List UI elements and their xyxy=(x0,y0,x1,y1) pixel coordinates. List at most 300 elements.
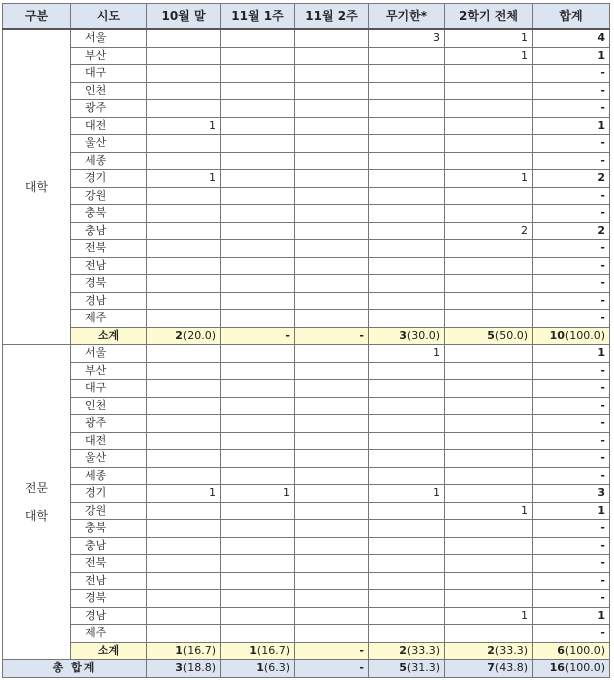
subtotal-cell-count: 3 xyxy=(399,328,407,342)
table-row xyxy=(3,380,610,398)
value-cell xyxy=(445,100,533,118)
value-cell xyxy=(445,555,533,573)
value-cell xyxy=(369,432,445,450)
region-cell: 제주 xyxy=(71,310,147,328)
row-total-cell: 4 xyxy=(533,29,610,47)
subtotal-label: 소계 xyxy=(71,642,147,660)
value-cell xyxy=(369,362,445,380)
grand-total-cell xyxy=(445,660,533,678)
value-cell xyxy=(221,29,295,47)
value-cell xyxy=(221,397,295,415)
region-cell: 대구 xyxy=(71,380,147,398)
value-cell xyxy=(295,537,369,555)
value-cell xyxy=(295,450,369,468)
value-cell xyxy=(221,572,295,590)
value-cell xyxy=(221,520,295,538)
value-cell xyxy=(295,100,369,118)
subtotal-cell-percent: (16.7) xyxy=(182,643,216,657)
value-cell xyxy=(295,555,369,573)
region-cell: 서울 xyxy=(71,345,147,363)
subtotal-cell-percent: (20.0) xyxy=(182,328,216,342)
value-cell xyxy=(369,135,445,153)
value-cell xyxy=(147,432,221,450)
value-cell xyxy=(369,555,445,573)
value-cell xyxy=(295,152,369,170)
table-row xyxy=(3,607,610,625)
region-cell: 경기 xyxy=(71,485,147,503)
value-cell xyxy=(295,292,369,310)
subtotal-cell-percent: (16.7) xyxy=(256,643,290,657)
value-cell xyxy=(445,152,533,170)
subtotal-total xyxy=(533,327,610,345)
subtotal-total-percent: (100.0) xyxy=(564,643,605,657)
subtotal-cell xyxy=(221,642,295,660)
region-cell: 강원 xyxy=(71,502,147,520)
value-cell xyxy=(445,432,533,450)
grand-total-cell-percent: (31.3) xyxy=(406,661,440,675)
value-cell xyxy=(369,275,445,293)
table-row xyxy=(3,205,610,223)
table-row xyxy=(3,625,610,643)
group-label-line: 대학 xyxy=(24,509,49,523)
row-total-cell: - xyxy=(533,397,610,415)
region-cell: 경북 xyxy=(71,275,147,293)
value-cell xyxy=(147,537,221,555)
subtotal-cell-percent: (30.0) xyxy=(406,328,440,342)
value-cell: 3 xyxy=(369,29,445,47)
row-total-cell: - xyxy=(533,432,610,450)
row-total-cell: - xyxy=(533,362,610,380)
value-cell xyxy=(147,450,221,468)
region-cell: 충북 xyxy=(71,520,147,538)
row-total-cell: - xyxy=(533,100,610,118)
value-cell xyxy=(445,397,533,415)
group-label xyxy=(3,345,71,660)
value-cell xyxy=(369,65,445,83)
row-total-cell: - xyxy=(533,520,610,538)
value-cell xyxy=(295,362,369,380)
table-row xyxy=(3,537,610,555)
value-cell xyxy=(147,502,221,520)
row-total-cell: - xyxy=(533,187,610,205)
value-cell xyxy=(221,152,295,170)
value-cell xyxy=(221,607,295,625)
group-label-line: 전문 xyxy=(24,481,49,495)
table-row xyxy=(3,590,610,608)
value-cell xyxy=(147,82,221,100)
value-cell xyxy=(221,117,295,135)
table-row xyxy=(3,47,610,65)
value-cell xyxy=(445,82,533,100)
table-row xyxy=(3,555,610,573)
value-cell xyxy=(295,485,369,503)
row-total-cell: 1 xyxy=(533,502,610,520)
value-cell xyxy=(445,362,533,380)
region-cell: 전남 xyxy=(71,572,147,590)
region-cell: 서울 xyxy=(71,29,147,47)
value-cell: 1 xyxy=(147,117,221,135)
value-cell xyxy=(221,187,295,205)
table-row xyxy=(3,152,610,170)
table-row xyxy=(3,170,610,188)
table-row xyxy=(3,502,610,520)
value-cell xyxy=(445,520,533,538)
subtotal-cell xyxy=(445,327,533,345)
row-total-cell: - xyxy=(533,152,610,170)
subtotal-label: 소계 xyxy=(71,327,147,345)
value-cell xyxy=(147,29,221,47)
value-cell: 1 xyxy=(445,170,533,188)
value-cell xyxy=(295,257,369,275)
value-cell xyxy=(369,205,445,223)
value-cell xyxy=(221,275,295,293)
grand-total-cell-count: 1 xyxy=(256,661,264,675)
subtotal-cell xyxy=(221,327,295,345)
region-cell: 대전 xyxy=(71,117,147,135)
value-cell xyxy=(147,590,221,608)
value-cell xyxy=(147,467,221,485)
table-row xyxy=(3,432,610,450)
value-cell xyxy=(221,100,295,118)
region-cell: 충남 xyxy=(71,537,147,555)
value-cell xyxy=(295,310,369,328)
subtotal-cell xyxy=(445,642,533,660)
region-cell: 부산 xyxy=(71,47,147,65)
group-label-line: 대학 xyxy=(24,180,49,194)
value-cell xyxy=(369,502,445,520)
table-row xyxy=(3,397,610,415)
grand-total-row xyxy=(3,660,610,678)
table-row xyxy=(3,275,610,293)
value-cell xyxy=(369,537,445,555)
table-row xyxy=(3,187,610,205)
value-cell xyxy=(221,65,295,83)
region-cell: 경북 xyxy=(71,590,147,608)
value-cell xyxy=(147,520,221,538)
value-cell xyxy=(295,590,369,608)
status-table xyxy=(2,3,610,678)
row-total-cell: - xyxy=(533,205,610,223)
table-row xyxy=(3,65,610,83)
value-cell xyxy=(147,205,221,223)
subtotal-cell-count: 2 xyxy=(175,328,183,342)
value-cell xyxy=(147,397,221,415)
table-row xyxy=(3,240,610,258)
table-row xyxy=(3,29,610,47)
group-label xyxy=(3,29,71,345)
value-cell: 1 xyxy=(369,485,445,503)
value-cell xyxy=(295,82,369,100)
value-cell xyxy=(295,432,369,450)
table-row xyxy=(3,345,610,363)
value-cell xyxy=(221,240,295,258)
value-cell xyxy=(295,187,369,205)
value-cell xyxy=(221,537,295,555)
value-cell xyxy=(221,590,295,608)
value-cell xyxy=(147,607,221,625)
value-cell: 1 xyxy=(147,485,221,503)
value-cell xyxy=(369,152,445,170)
value-cell xyxy=(295,205,369,223)
region-cell: 대전 xyxy=(71,432,147,450)
row-total-cell: - xyxy=(533,275,610,293)
value-cell xyxy=(445,590,533,608)
row-total-cell: 2 xyxy=(533,170,610,188)
value-cell xyxy=(295,47,369,65)
value-cell xyxy=(221,292,295,310)
grand-total-total-count: 16 xyxy=(549,661,565,675)
row-total-cell: - xyxy=(533,240,610,258)
header-total: 합계 xyxy=(533,4,610,30)
value-cell: 1 xyxy=(445,29,533,47)
value-cell xyxy=(369,257,445,275)
value-cell xyxy=(445,187,533,205)
grand-total-cell-percent: (6.3) xyxy=(263,661,290,675)
row-total-cell: - xyxy=(533,467,610,485)
value-cell xyxy=(445,257,533,275)
value-cell xyxy=(221,450,295,468)
value-cell: 1 xyxy=(445,47,533,65)
value-cell xyxy=(147,152,221,170)
header-oct-end: 10월 말 xyxy=(147,4,221,30)
value-cell xyxy=(445,65,533,83)
value-cell xyxy=(295,170,369,188)
value-cell xyxy=(221,47,295,65)
region-cell: 전북 xyxy=(71,240,147,258)
table-row xyxy=(3,415,610,433)
value-cell xyxy=(221,432,295,450)
value-cell xyxy=(369,450,445,468)
value-cell xyxy=(221,415,295,433)
value-cell xyxy=(147,275,221,293)
header-indefinite: 무기한* xyxy=(369,4,445,30)
row-total-cell: - xyxy=(533,415,610,433)
subtotal-cell-count: 2 xyxy=(487,643,495,657)
value-cell xyxy=(369,380,445,398)
row-total-cell: - xyxy=(533,380,610,398)
value-cell xyxy=(295,222,369,240)
row-total-cell: - xyxy=(533,292,610,310)
value-cell xyxy=(295,520,369,538)
region-cell: 대구 xyxy=(71,65,147,83)
row-total-cell: - xyxy=(533,310,610,328)
grand-total-cell-count: 3 xyxy=(175,661,183,675)
row-total-cell: - xyxy=(533,135,610,153)
value-cell xyxy=(221,222,295,240)
region-cell: 경남 xyxy=(71,607,147,625)
subtotal-cell-count: 1 xyxy=(249,643,257,657)
value-cell xyxy=(221,555,295,573)
value-cell xyxy=(295,275,369,293)
value-cell xyxy=(295,345,369,363)
row-total-cell: 3 xyxy=(533,485,610,503)
value-cell xyxy=(369,100,445,118)
row-total-cell: - xyxy=(533,82,610,100)
grand-total-total xyxy=(533,660,610,678)
value-cell xyxy=(445,450,533,468)
row-total-cell: - xyxy=(533,257,610,275)
value-cell: 1 xyxy=(221,485,295,503)
region-cell: 충북 xyxy=(71,205,147,223)
region-cell: 세종 xyxy=(71,152,147,170)
value-cell xyxy=(295,29,369,47)
value-cell xyxy=(221,467,295,485)
value-cell xyxy=(369,310,445,328)
region-cell: 경남 xyxy=(71,292,147,310)
grand-total-cell xyxy=(221,660,295,678)
value-cell xyxy=(147,415,221,433)
region-cell: 부산 xyxy=(71,362,147,380)
value-cell xyxy=(369,187,445,205)
value-cell xyxy=(147,625,221,643)
value-cell xyxy=(295,397,369,415)
table-row xyxy=(3,362,610,380)
row-total-cell: - xyxy=(533,450,610,468)
value-cell xyxy=(295,380,369,398)
value-cell xyxy=(369,397,445,415)
value-cell xyxy=(147,100,221,118)
value-cell xyxy=(369,520,445,538)
table-row xyxy=(3,82,610,100)
row-total-cell: 1 xyxy=(533,607,610,625)
value-cell xyxy=(445,380,533,398)
subtotal-cell-count: - xyxy=(359,643,364,657)
value-cell xyxy=(445,467,533,485)
region-cell: 충남 xyxy=(71,222,147,240)
subtotal-cell-percent: (33.3) xyxy=(494,643,528,657)
grand-total-cell-percent: (18.8) xyxy=(182,661,216,675)
region-cell: 경기 xyxy=(71,170,147,188)
region-cell: 세종 xyxy=(71,467,147,485)
value-cell xyxy=(369,415,445,433)
header-region: 시도 xyxy=(71,4,147,30)
value-cell xyxy=(147,572,221,590)
value-cell xyxy=(295,117,369,135)
value-cell xyxy=(445,205,533,223)
subtotal-cell xyxy=(295,642,369,660)
value-cell xyxy=(147,310,221,328)
row-total-cell: - xyxy=(533,537,610,555)
value-cell xyxy=(295,467,369,485)
value-cell xyxy=(445,345,533,363)
value-cell xyxy=(445,292,533,310)
row-total-cell: - xyxy=(533,555,610,573)
value-cell xyxy=(221,257,295,275)
table-row xyxy=(3,292,610,310)
region-cell: 광주 xyxy=(71,415,147,433)
subtotal-cell xyxy=(147,327,221,345)
grand-total-cell-count: 7 xyxy=(487,661,495,675)
value-cell xyxy=(221,310,295,328)
value-cell xyxy=(221,170,295,188)
value-cell xyxy=(147,345,221,363)
row-total-cell: - xyxy=(533,590,610,608)
value-cell xyxy=(221,502,295,520)
value-cell xyxy=(295,240,369,258)
value-cell xyxy=(147,240,221,258)
value-cell xyxy=(221,205,295,223)
value-cell xyxy=(295,625,369,643)
table-row xyxy=(3,450,610,468)
value-cell xyxy=(445,310,533,328)
value-cell xyxy=(369,117,445,135)
subtotal-total-percent: (100.0) xyxy=(564,328,605,342)
value-cell xyxy=(295,572,369,590)
header-category: 구분 xyxy=(3,4,71,30)
header-row xyxy=(3,4,610,30)
value-cell xyxy=(445,485,533,503)
value-cell xyxy=(445,537,533,555)
value-cell: 1 xyxy=(369,345,445,363)
value-cell xyxy=(445,572,533,590)
value-cell xyxy=(147,292,221,310)
region-cell: 울산 xyxy=(71,450,147,468)
subtotal-cell-count: - xyxy=(285,328,290,342)
value-cell xyxy=(147,65,221,83)
value-cell xyxy=(369,590,445,608)
table-row xyxy=(3,572,610,590)
value-cell xyxy=(445,275,533,293)
subtotal-cell-percent: (50.0) xyxy=(494,328,528,342)
value-cell xyxy=(369,82,445,100)
value-cell xyxy=(221,380,295,398)
table-row xyxy=(3,257,610,275)
value-cell xyxy=(221,135,295,153)
value-cell xyxy=(295,415,369,433)
value-cell xyxy=(147,222,221,240)
value-cell xyxy=(147,380,221,398)
table-row xyxy=(3,222,610,240)
value-cell: 1 xyxy=(445,607,533,625)
region-cell: 제주 xyxy=(71,625,147,643)
value-cell xyxy=(445,117,533,135)
table-row xyxy=(3,520,610,538)
value-cell xyxy=(295,135,369,153)
row-total-cell: 1 xyxy=(533,117,610,135)
value-cell xyxy=(147,257,221,275)
subtotal-cell xyxy=(369,327,445,345)
grand-total-cell-count: - xyxy=(359,661,364,675)
subtotal-total xyxy=(533,642,610,660)
table-row xyxy=(3,310,610,328)
value-cell xyxy=(221,362,295,380)
value-cell: 1 xyxy=(445,502,533,520)
region-cell: 전북 xyxy=(71,555,147,573)
header-nov-week2: 11월 2주 xyxy=(295,4,369,30)
value-cell xyxy=(221,625,295,643)
row-total-cell: 1 xyxy=(533,47,610,65)
value-cell xyxy=(445,135,533,153)
subtotal-cell-count: 5 xyxy=(487,328,495,342)
value-cell xyxy=(221,82,295,100)
value-cell xyxy=(221,345,295,363)
header-nov-week1: 11월 1주 xyxy=(221,4,295,30)
grand-total-label: 총 합계 xyxy=(3,660,147,678)
table-row xyxy=(3,135,610,153)
value-cell xyxy=(147,362,221,380)
grand-total-cell-percent: (43.8) xyxy=(494,661,528,675)
subtotal-cell-percent: (33.3) xyxy=(406,643,440,657)
value-cell xyxy=(369,292,445,310)
value-cell: 1 xyxy=(147,170,221,188)
region-cell: 인천 xyxy=(71,397,147,415)
row-total-cell: - xyxy=(533,625,610,643)
value-cell xyxy=(369,240,445,258)
value-cell xyxy=(445,240,533,258)
grand-total-cell-count: 5 xyxy=(399,661,407,675)
subtotal-cell-count: - xyxy=(359,328,364,342)
value-cell xyxy=(369,625,445,643)
